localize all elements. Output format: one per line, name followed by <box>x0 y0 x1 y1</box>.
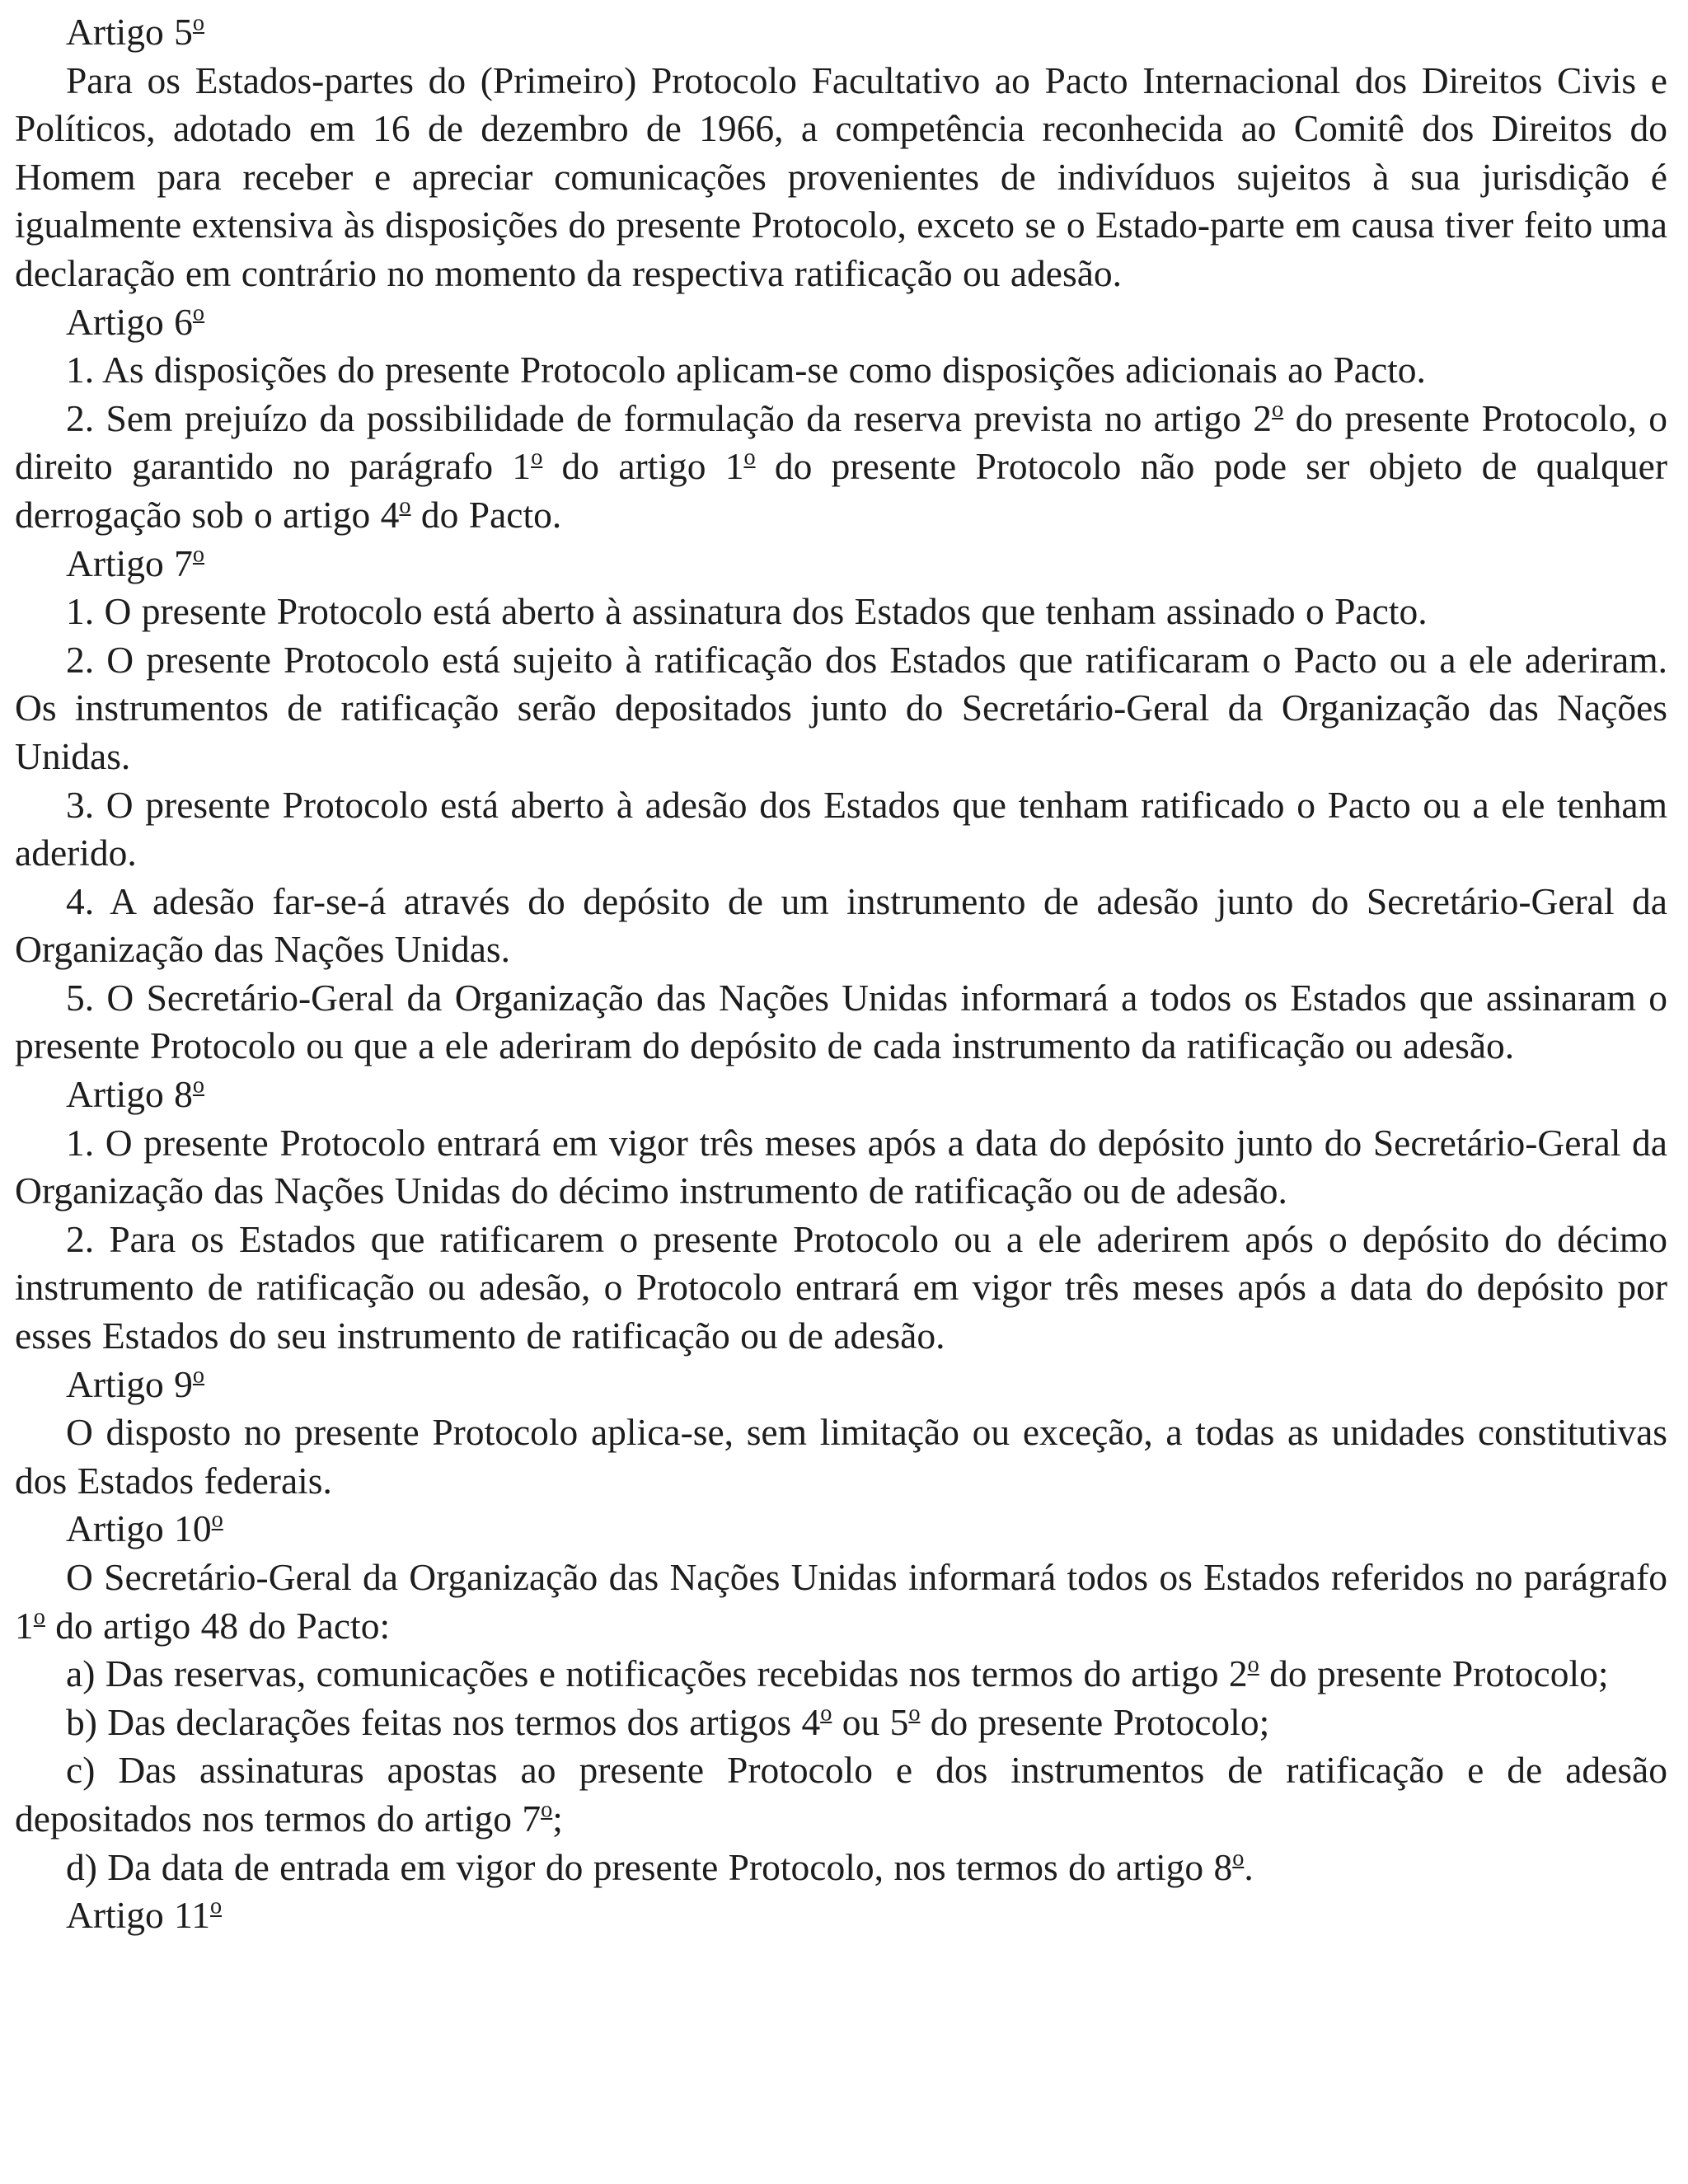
ordinal-indicator: o <box>192 1362 205 1389</box>
text-run: do presente Protocolo; <box>920 1700 1270 1743</box>
ordinal-indicator: o <box>743 444 756 471</box>
text-run: ou 5 <box>832 1700 909 1743</box>
article-heading <box>15 1891 1667 1940</box>
paragraph <box>15 1216 1667 1361</box>
ordinal-indicator: o <box>209 1893 223 1919</box>
text-run: O disposto no presente Protocolo aplica-se, sem limitação ou exceção, a todas as unidades constitutivas dos Estados federais. <box>15 1411 1667 1502</box>
text-run: ; <box>552 1797 563 1840</box>
ordinal-indicator: o <box>1247 1652 1259 1678</box>
text-run: Artigo 11 <box>66 1894 210 1937</box>
text-run: do Pacto. <box>410 493 562 536</box>
article-heading <box>15 1361 1667 1409</box>
text-run: 4. A adesão far-se-á através do depósito de um instrumento de adesão junto do Secretário-Geral da Organização das Nações Unidas. <box>15 879 1667 971</box>
text-run: a) Das reservas, comunicações e notificações recebidas nos termos do artigo 2 <box>66 1652 1248 1695</box>
article-heading <box>15 1071 1667 1119</box>
text-run: 2. O presente Protocolo está sujeito à ratificação dos Estados que ratificaram o Pacto ou a ele aderiram. Os instrumentos de ratificação serão depositados junto do Secretário-Geral da Organização das Nações Unidas. <box>15 638 1667 777</box>
text-run: d) Da data de entrada em vigor do presente Protocolo, nos termos do artigo 8 <box>66 1845 1233 1888</box>
text-run: 2. Para os Estados que ratificarem o presente Protocolo ou a ele aderirem após o depósito do décimo instrumento de ratificação ou adesão, o Protocolo entrará em vigor três meses após a data do depósito por esses Estados do seu instrumento de ratificação ou de adesão. <box>15 1217 1667 1357</box>
ordinal-indicator: o <box>1232 1845 1245 1872</box>
ordinal-indicator: o <box>33 1604 45 1630</box>
paragraph <box>15 1554 1667 1650</box>
paragraph <box>15 588 1667 636</box>
text-run: 1. O presente Protocolo está aberto à assinatura dos Estados que tenham assinado o Pacto. <box>66 590 1428 633</box>
ordinal-indicator: o <box>192 541 205 568</box>
ordinal-indicator: o <box>1272 396 1284 423</box>
text-run: 2. Sem prejuízo da possibilidade de formulação da reserva prevista no artigo 2 <box>66 396 1273 439</box>
text-run: do artigo 48 do Pacto: <box>45 1604 391 1647</box>
paragraph <box>15 1650 1667 1699</box>
paragraph <box>15 346 1667 395</box>
paragraph <box>15 878 1667 974</box>
paragraph <box>15 1844 1667 1892</box>
text-run: Artigo 9 <box>66 1362 193 1405</box>
text-run: Artigo 6 <box>66 300 193 343</box>
paragraph <box>15 1408 1667 1505</box>
article-heading <box>15 8 1667 57</box>
text-run: Para os Estados-partes do (Primeiro) Protocolo Facultativo ao Pacto Internacional dos Direitos Civis e Políticos, adotado em 16 de dezembro de 1966, a competência reconhecida ao Comitê dos Direitos do Homem para receber e apreciar comunicações provenientes de indivíduos sujeitos à sua jurisdição é igualmente extensiva às disposições do presente Protocolo, exceto se o Estado-parte em causa tiver feito uma declaração em contrário no momento da respectiva ratificação ou adesão. <box>15 59 1667 294</box>
text-run: do presente Protocolo não pode ser objeto de qualquer derrogação sob o artigo 4 <box>15 445 1667 536</box>
paragraph <box>15 1746 1667 1843</box>
text-run: Artigo 7 <box>66 541 193 584</box>
paragraph <box>15 1119 1667 1216</box>
paragraph <box>15 781 1667 878</box>
ordinal-indicator: o <box>820 1700 832 1727</box>
text-run: 5. O Secretário-Geral da Organização das Nações Unidas informará a todos os Estados que assinaram o presente Protocolo ou que a ele aderiram do depósito de cada instrumento da ratificação ou adesão. <box>15 976 1667 1067</box>
ordinal-indicator: o <box>541 1797 553 1823</box>
ordinal-indicator: o <box>192 1072 205 1099</box>
text-run: . <box>1244 1845 1254 1888</box>
text-run: Artigo 8 <box>66 1073 193 1116</box>
ordinal-indicator: o <box>531 444 543 471</box>
text-run: Artigo 10 <box>66 1507 212 1550</box>
paragraph <box>15 57 1667 298</box>
paragraph <box>15 395 1667 540</box>
paragraph <box>15 636 1667 781</box>
text-run: 3. O presente Protocolo está aberto à adesão dos Estados que tenham ratificado o Pacto ou a ele tenham aderido. <box>15 783 1667 874</box>
ordinal-indicator: o <box>192 10 205 36</box>
text-run: do presente Protocolo; <box>1259 1652 1609 1695</box>
text-run: b) Das declarações feitas nos termos dos artigos 4 <box>66 1700 821 1743</box>
text-run: c) Das assinaturas apostas ao presente Protocolo e dos instrumentos de ratificação e de adesão depositados nos termos do artigo 7 <box>15 1749 1667 1840</box>
text-run: Artigo 5 <box>66 11 193 53</box>
ordinal-indicator: o <box>211 1507 223 1533</box>
text-run: O Secretário-Geral da Organização das Nações Unidas informará todos os Estados referidos no parágrafo 1 <box>15 1556 1667 1647</box>
ordinal-indicator: o <box>908 1700 921 1727</box>
document-body <box>15 8 1667 1940</box>
article-heading <box>15 1505 1667 1554</box>
text-run: do artigo 1 <box>542 445 744 488</box>
article-heading <box>15 298 1667 347</box>
paragraph <box>15 1699 1667 1747</box>
text-run: do presente Protocolo, o direito garantido no parágrafo 1 <box>15 396 1667 488</box>
article-heading <box>15 540 1667 588</box>
paragraph <box>15 974 1667 1071</box>
ordinal-indicator: o <box>192 300 205 326</box>
text-run: 1. As disposições do presente Protocolo aplicam-se como disposições adicionais ao Pacto. <box>66 349 1426 391</box>
ordinal-indicator: o <box>399 493 411 519</box>
text-run: 1. O presente Protocolo entrará em vigor três meses após a data do depósito junto do Secretário-Geral da Organização das Nações Unidas do décimo instrumento de ratificação ou de adesão. <box>15 1121 1667 1212</box>
